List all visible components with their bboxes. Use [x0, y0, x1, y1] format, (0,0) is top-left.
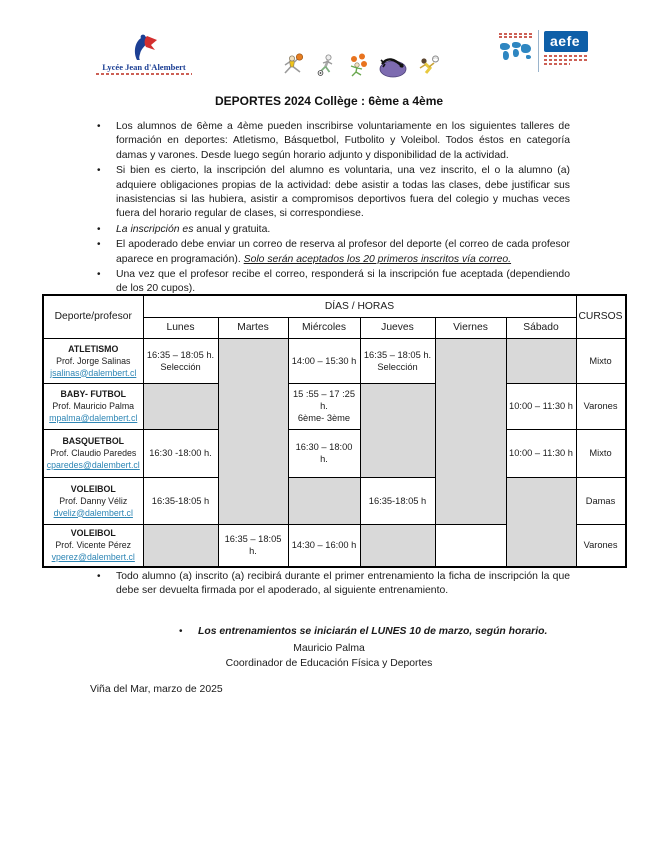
cell-sabado: 10:00 – 11:30 h: [506, 429, 576, 477]
sport-cell: [43, 383, 143, 429]
cell-miercoles: 16:30 – 18:00 h.: [288, 429, 360, 477]
cell-viernes-empty: [435, 524, 506, 567]
col-header-lunes: Lunes: [143, 317, 218, 338]
cell-lunes: 16:30 -18:00 h.: [143, 429, 218, 477]
bullet-confirmation: [90, 268, 570, 297]
aefe-worldmap: [499, 30, 533, 63]
cell-curso: Damas: [576, 477, 626, 524]
email-link[interactable]: vperez@dalembert.cl: [51, 552, 135, 563]
email-link[interactable]: dveliz@dalembert.cl: [53, 507, 133, 518]
aefe-subtext: [544, 55, 588, 65]
cell-miercoles: 14:00 – 15:30 h: [288, 338, 360, 383]
email-link[interactable]: cparedes@dalembert.cl: [46, 460, 140, 470]
cell-viernes-empty: [435, 338, 506, 524]
sport-prof: Prof. Vicente Pérez: [55, 540, 132, 551]
volleyball-player-icon: [415, 52, 441, 78]
sport-cell: [43, 524, 143, 567]
school-logo-icon: [127, 32, 161, 62]
swimmer-icon: [378, 52, 408, 78]
bullet-text: Todo alumno (a) inscrito (a) recibirá durante el primer entrenamiento la ficha de inscripción la que debe ser devuelta firmada por el apoderado, al siguiente entrenamiento.: [116, 571, 570, 597]
cell-miercoles: 14:30 – 16:00 h: [288, 524, 360, 567]
signature-name: Mauricio Palma: [293, 643, 365, 654]
cell-jueves-empty: [360, 524, 435, 567]
cell-sabado: 10:00 – 11:30 h: [506, 383, 576, 429]
sport-name: VOLEIBOL: [70, 483, 116, 494]
cell-lunes: 16:35-18:05 h: [143, 477, 218, 524]
email-link[interactable]: jsalinas@dalembert.cl: [50, 367, 137, 378]
cell-jueves: 16:35 – 18:05 h. Selección: [360, 338, 435, 383]
soccer-player-icon: [314, 52, 340, 78]
basketball-player-icon: [281, 52, 307, 78]
school-logo: [96, 32, 192, 75]
col-header-sabado: Sábado: [506, 317, 576, 338]
sport-prof: Prof. Danny Véliz: [59, 495, 128, 506]
bullet-text-underlined: Solo serán aceptados los 20 primeros inscritos vía correo.: [243, 253, 512, 265]
bullet-text: Una vez que el profesor recibe el correo, responderá si la inscripción fue aceptada (dependiendo de los 20 cupos).: [116, 269, 570, 295]
sports-clipart-strip: [281, 52, 441, 78]
cell-curso: Varones: [576, 524, 626, 567]
cell-curso: Mixto: [576, 338, 626, 383]
cell-martes: 16:35 – 18:05 h.: [218, 524, 288, 567]
cell-curso: Varones: [576, 383, 626, 429]
col-header-sport: Deporte/profesor: [43, 295, 143, 338]
cell-lunes-empty: [143, 383, 218, 429]
sport-cell: [43, 477, 143, 524]
table-row-baby-futbol: [43, 383, 626, 429]
bullet-marker: [90, 238, 116, 267]
cell-miercoles-empty: [288, 477, 360, 524]
col-header-cursos: CURSOS: [576, 295, 626, 338]
bullet-marker: [90, 120, 116, 163]
col-header-miercoles: Miércoles: [288, 317, 360, 338]
cell-sabado-empty: [506, 338, 576, 383]
col-header-viernes: Viernes: [435, 317, 506, 338]
sport-prof: Prof. Mauricio Palma: [52, 401, 135, 411]
place-date: Viña del Mar, marzo de 2025: [90, 684, 223, 695]
handball-player-icon: [347, 52, 371, 78]
school-logo-subtext-bar: [96, 73, 192, 75]
sport-cell: [43, 429, 143, 477]
table-row-basquetbol: [43, 429, 626, 477]
bullet-marker: [90, 268, 116, 297]
sport-cell: [43, 338, 143, 383]
col-header-martes: Martes: [218, 317, 288, 338]
aefe-logo-divider: [538, 30, 539, 72]
bullet-marker: [90, 164, 116, 222]
bullet-marker: [90, 570, 116, 599]
bullet-text-italic: La inscripción es: [116, 223, 194, 235]
bullet-text: Si bien es cierto, la inscripción del alumno es voluntaria, una vez inscrito, el o la alumno (a) adquiere obligaciones propias de la actividad: debe asistir a todas las clases, debe justificar sus inasistencias si las hubiera, asistir a compromisos deportivos fuera del colegio y muchas veces fuera del horario regular de clases, si correspondiese.: [116, 165, 570, 220]
outro-bullet-form: [90, 570, 570, 600]
cell-jueves-empty: [360, 383, 435, 477]
cell-miercoles: 15 :55 – 17 :25 h. 6ème- 3ème: [288, 383, 360, 429]
bullet-obligations: [90, 164, 570, 222]
cell-sabado-empty: [506, 477, 576, 567]
bullet-text: El apoderado debe enviar un correo de reserva al profesor del deporte (el correo de cada profesor aparece en programación).: [116, 239, 570, 265]
bullet-marker: [90, 223, 116, 237]
schedule-table: [42, 294, 627, 568]
table-row-voleibol-damas: [43, 477, 626, 524]
bullet-text: Los alumnos de 6ème a 4ème pueden inscribirse voluntariamente en los siguientes talleres de formación en deportes: Atletismo, Básquetbol, Futbolito y Voleibol. Todos éstos en categoría damas y varones. Desde luego según horario adjunto y disponibilidad de la actividad.: [116, 121, 570, 161]
col-header-jueves: Jueves: [360, 317, 435, 338]
world-map-icon: [499, 41, 533, 63]
sport-name: ATLETISMO: [68, 343, 119, 354]
outro-bullet-start-date: [172, 625, 572, 640]
sport-name: VOLEIBOL: [70, 528, 116, 539]
sport-name: BABY- FUTBOL: [60, 389, 126, 399]
bullet-marker: [172, 625, 198, 639]
aefe-wordmark: aefe: [544, 31, 588, 52]
school-name: Lycée Jean d'Alembert: [102, 62, 186, 72]
sport-prof: Prof. Jorge Salinas: [56, 355, 131, 366]
cell-lunes-empty: [143, 524, 218, 567]
email-link[interactable]: mpalma@dalembert.cl: [49, 413, 138, 423]
cell-martes-empty: [218, 338, 288, 524]
cell-lunes: 16:35 – 18:05 h. Selección: [143, 338, 218, 383]
aefe-logo: [499, 30, 588, 72]
cell-jueves: 16:35-18:05 h: [360, 477, 435, 524]
bullet-text: Los entrenamientos se iniciarán el LUNES 10 de marzo, según horario.: [198, 626, 548, 637]
signature-role: Coordinador de Educación Física y Deportes: [225, 658, 433, 669]
sport-name: BASQUETBOL: [62, 436, 125, 446]
table-row-atletismo: [43, 338, 626, 383]
cell-curso: Mixto: [576, 429, 626, 477]
intro-bullet-list: [90, 120, 570, 298]
aefe-left-subtext-bar2: [499, 36, 533, 38]
bullet-free-annual: [90, 223, 570, 237]
bullet-text: anual y gratuita.: [193, 223, 271, 235]
bullet-enrollment-info: [90, 120, 570, 163]
col-header-days-hours: DÍAS / HORAS: [143, 295, 576, 317]
bullet-email-reservation: [90, 238, 570, 267]
page-title: DEPORTES 2024 Collège : 6ème a 4ème: [214, 94, 444, 108]
sport-prof: Prof. Claudio Paredes: [50, 448, 137, 458]
aefe-left-subtext-bar: [499, 33, 533, 35]
